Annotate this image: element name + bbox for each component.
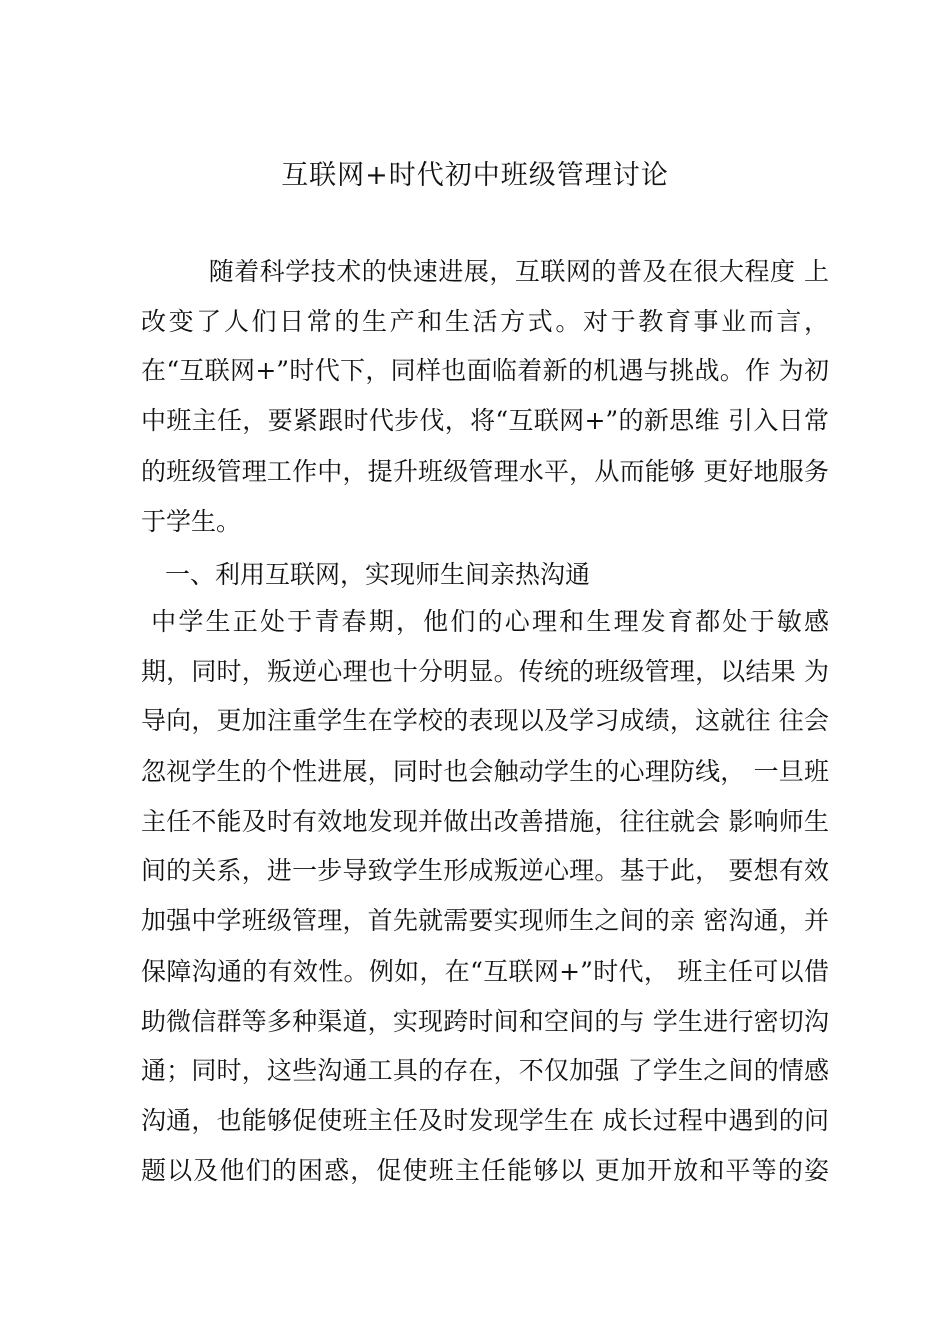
body-line: 期，同时，叛逆心理也十分明显。传统的班级管理，以结果 为: [141, 657, 829, 686]
intro-line: 于学生。: [141, 507, 242, 536]
intro-line: 中班主任，要紧跟时代步伐，将“互联网+”的新思维 引入日常: [141, 406, 829, 435]
body-line: 加强中学班级管理，首先就需要实现师生之间的亲 密沟通，并: [141, 906, 829, 935]
body-line: 题以及他们的困惑，促使班主任能够以 更加开放和平等的姿: [141, 1156, 829, 1185]
body-line: 导向，更加注重学生在学校的表现以及学习成绩，这就往 往会: [141, 706, 829, 735]
body-line: 助微信群等多种渠道，实现跨时间和空间的与 学生进行密切沟: [141, 1007, 829, 1036]
body-line: 主任不能及时有效地发现并做出改善措施，往往就会 影响师生: [141, 807, 829, 836]
intro-line: 改变了人们日常的生产和生活方式。对于教育事业而言，: [141, 307, 829, 336]
body-line: 保障沟通的有效性。例如，在“互联网+”时代， 班主任可以借: [141, 957, 829, 986]
body-line: 忽视学生的个性进展，同时也会触动学生的心理防线， 一旦班: [141, 757, 829, 786]
document-title: 互联网+时代初中班级管理讨论: [281, 160, 669, 191]
intro-line: 的班级管理工作中，提升班级管理水平，从而能够 更好地服务: [141, 457, 829, 486]
section-heading: 一、利用互联网，实现师生间亲热沟通: [165, 560, 591, 589]
body-line: 中学生正处于青春期，他们的心理和生理发育都处于敏感: [141, 607, 829, 636]
intro-line: 随着科学技术的快速进展，互联网的普及在很大程度 上: [141, 257, 829, 286]
body-line: 沟通，也能够促使班主任及时发现学生在 成长过程中遇到的问: [141, 1106, 829, 1135]
intro-line: 在“互联网+”时代下，同样也面临着新的机遇与挑战。作 为初: [141, 356, 829, 385]
body-line: 通；同时，这些沟通工具的存在，不仅加强 了学生之间的情感: [141, 1056, 829, 1085]
body-line: 间的关系，进一步导致学生形成叛逆心理。基于此， 要想有效: [141, 856, 829, 885]
